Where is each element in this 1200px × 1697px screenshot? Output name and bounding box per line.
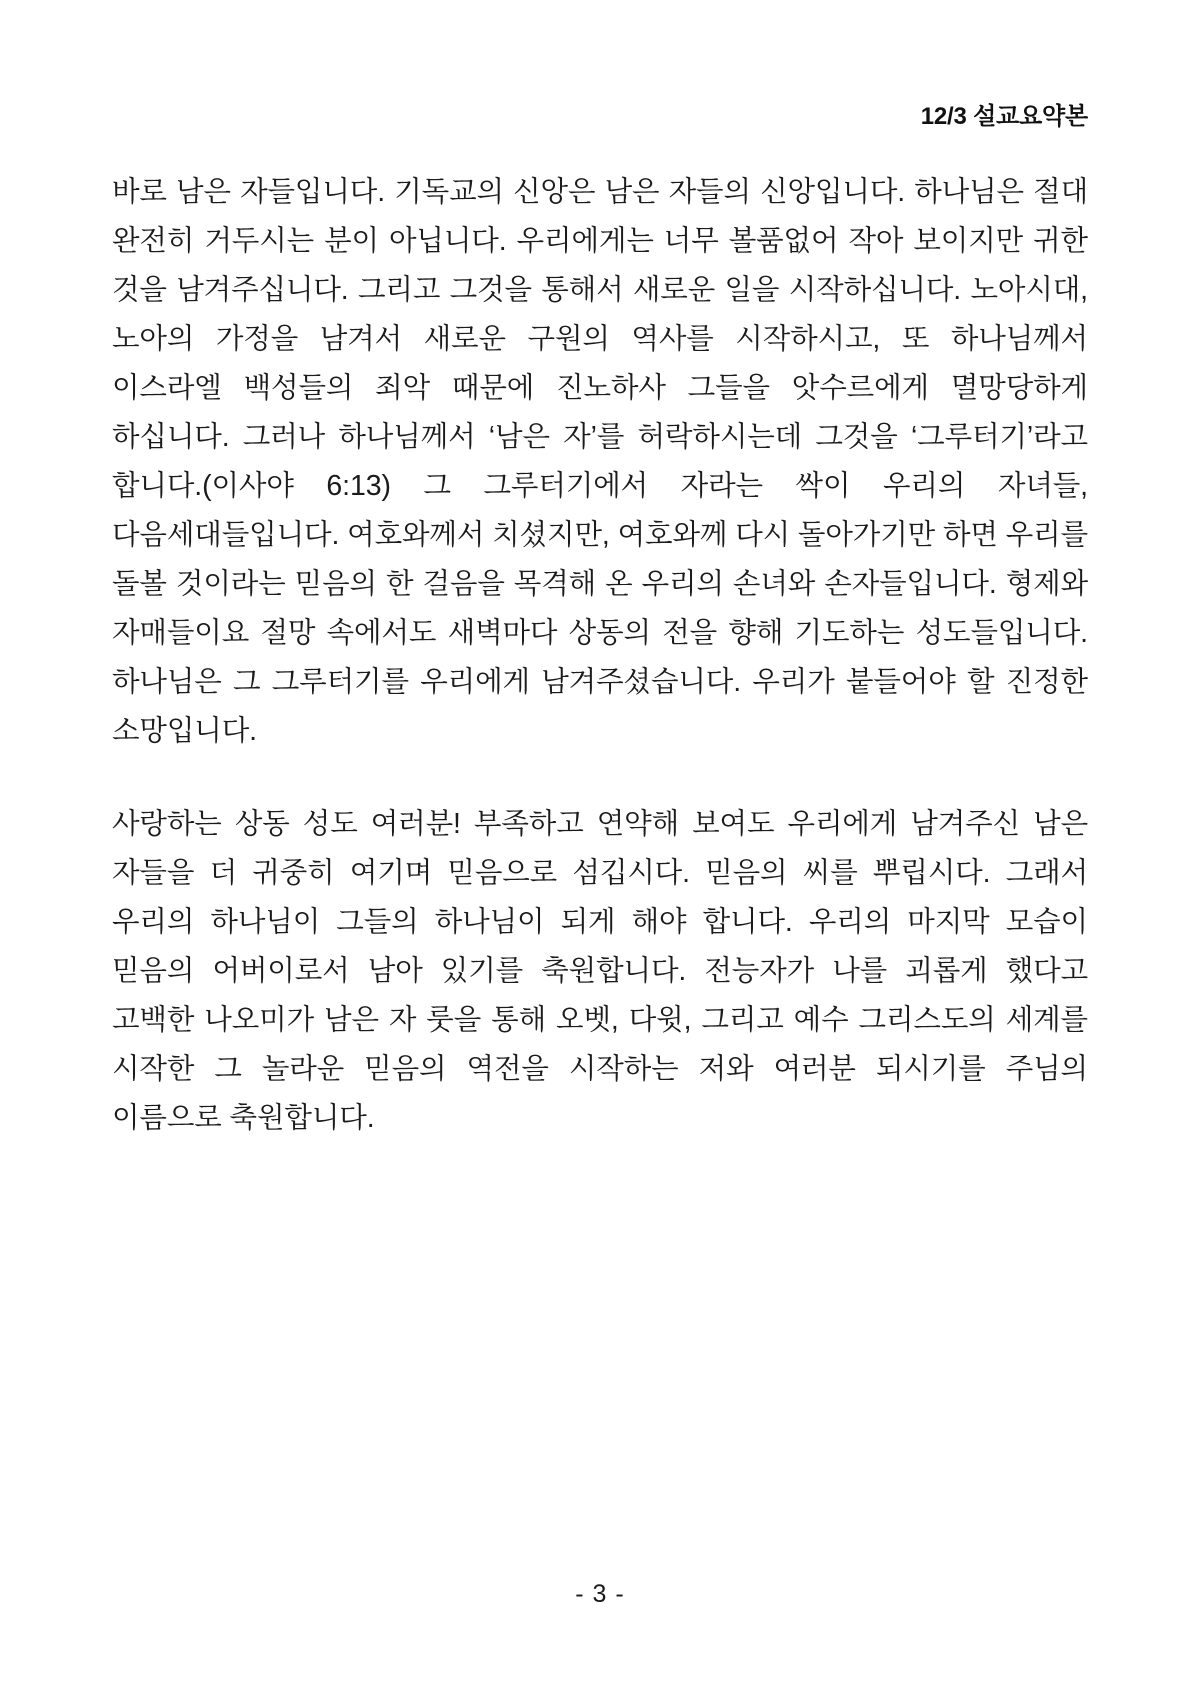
page-header-label: 12/3 설교요약본 [920, 103, 1088, 130]
body-paragraph: 바로 남은 자들입니다. 기독교의 신앙은 남은 자들의 신앙입니다. 하나님은 절대 완전히 거두시는 분이 아닙니다. 우리에게는 너무 볼품없어 작아 보이지만 귀한 것을 남겨주십니다. 그리고 그것을 통해서 새로운 일을 시작하십니다. 노아시대, 노아의 가정을 남겨서 새로운 구원의 역사를 시작하시고, 또 하나님께서 이스라엘 백성들의 죄악 때문에 진노하사 그들을 앗수르에게 멸망당하게 하십니다. 그러나 하나님께서 ‘남은 자’를 허락하시는데 그것을 ‘그루터기’라고 합니다.(이사야 6:13) 그 그루터기에서 자라는 싹이 우리의 자녀들, 다음세대들입니다. 여호와께서 치셨지만, 여호와께 다시 돌아가기만 하면 우리를 돌볼 것이라는 믿음의 한 걸음을 목격해 온 우리의 손녀와 손자들입니다. 형제와 자매들이요 절망 속에서도 새벽마다 상동의 전을 향해 기도하는 성도들입니다. 하나님은 그 그루터기를 우리에게 남겨주셨습니다. 우리가 붙들어야 할 진정한 소망입니다. [112, 176, 1088, 747]
body-paragraph: 사랑하는 상동 성도 여러분! 부족하고 연약해 보여도 우리에게 남겨주신 남은 자들을 더 귀중히 여기며 믿음으로 섬깁시다. 믿음의 씨를 뿌립시다. 그래서 우리의 하나님이 그들의 하나님이 되게 해야 합니다. 우리의 마지막 모습이 믿음의 어버이로서 남아 있기를 축원합니다. 전능자가 나를 괴롭게 했다고 고백한 나오미가 남은 자 룻을 통해 오벳, 다윗, 그리고 예수 그리스도의 세계를 시작한 그 놀라운 믿음의 역전을 시작하는 저와 여러분 되시기를 주님의 이름으로 축원합니다. [112, 808, 1088, 1134]
document-body [112, 168, 1088, 1143]
page-number: - 3 - [575, 1580, 625, 1608]
